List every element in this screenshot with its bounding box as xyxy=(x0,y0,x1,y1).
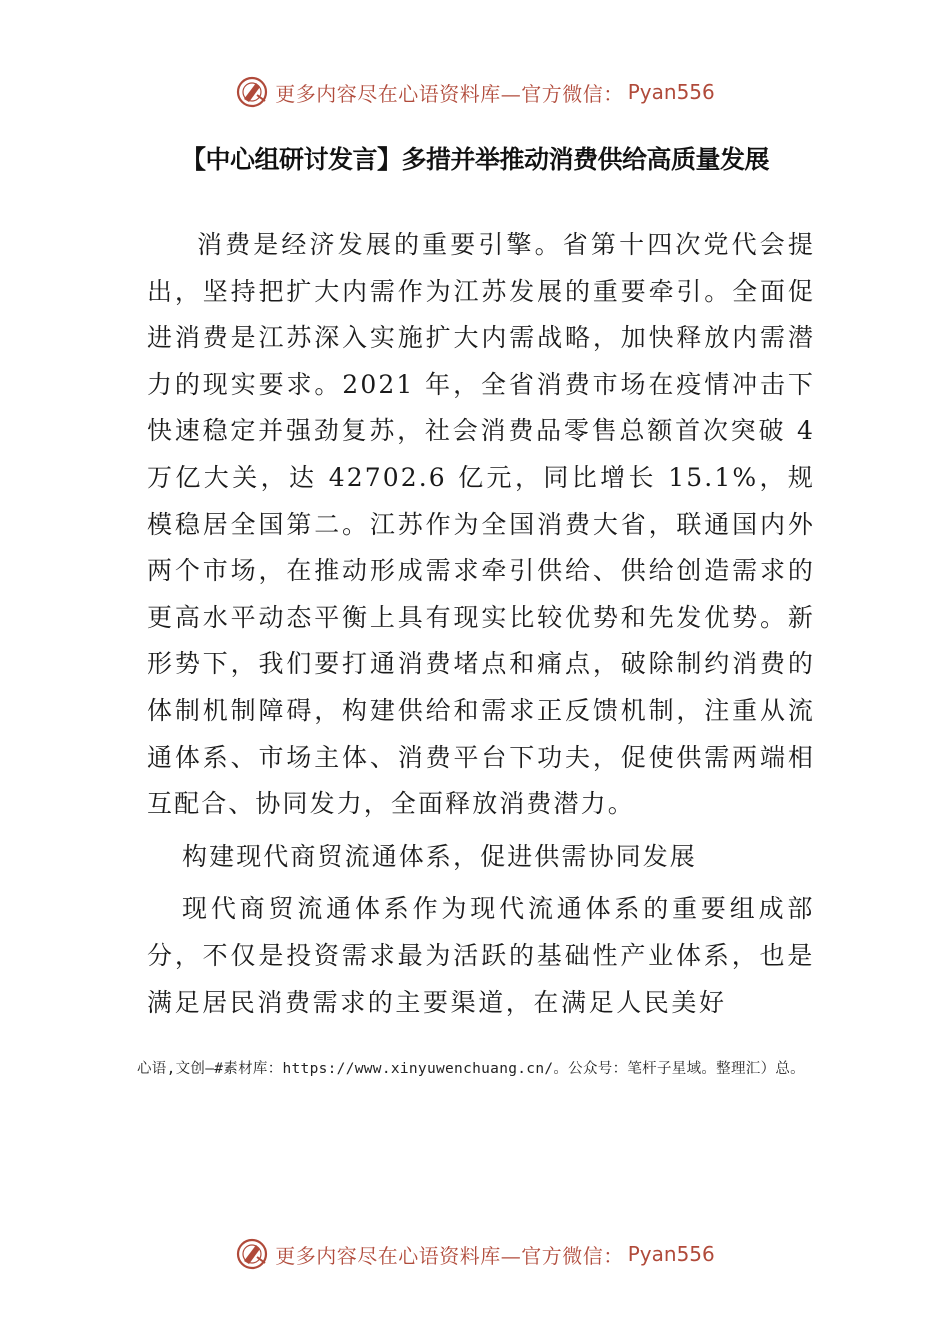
banner-wechat-id: Pyan556 xyxy=(627,80,715,104)
document-title: 【中心组研讨发言】多措并举推动消费供给高质量发展 xyxy=(180,145,769,174)
document-body xyxy=(147,222,815,1026)
section-heading-1: 构建现代商贸流通体系，促进供需协同发展 xyxy=(182,841,697,871)
circular-seal-logo-icon xyxy=(235,75,269,109)
banner-text: 更多内容尽在心语资料库—官方微信： xyxy=(275,1243,624,1268)
bottom-banner xyxy=(0,1232,950,1276)
body-paragraph-2: 现代商贸流通体系作为现代流通体系的重要组成部分，不仅是投资需求最为活跃的基础性产业体系，也是满足居民消费需求的主要渠道，在满足人民美好 xyxy=(147,894,815,1017)
source-footnote: 心语,文创—#素材库：https://www.xinyuwenchuang.cn/。公众号：笔杆子星域。整理汇）总。 xyxy=(137,1061,805,1077)
top-banner xyxy=(0,70,950,114)
banner-wechat-id: Pyan556 xyxy=(627,1242,715,1266)
body-paragraph-1: 消费是经济发展的重要引擎。省第十四次党代会提出，坚持把扩大内需作为江苏发展的重要牵引。全面促进消费是江苏深入实施扩大内需战略，加快释放内需潜力的现实要求。2021 年，全省消费市场在疫情冲击下快速稳定并强劲复苏，社会消费品零售总额首次突破 4 万亿大关，达 42702.6 亿元，同比增长 15.1%，规模稳居全国第二。江苏作为全国消费大省，联通国内外两个市场，在推动形成需求牵引供给、供给创造需求的更高水平动态平衡上具有现实比较优势和先发优势。新形势下，我们要打通消费堵点和痛点，破除制约消费的体制机制障碍，构建供给和需求正反馈机制，注重从流通体系、市场主体、消费平台下功夫，促使供需两端相互配合、协同发力，全面释放消费潜力。 xyxy=(147,230,815,819)
circular-seal-logo-icon xyxy=(235,1237,269,1271)
banner-text: 更多内容尽在心语资料库—官方微信： xyxy=(275,81,624,106)
